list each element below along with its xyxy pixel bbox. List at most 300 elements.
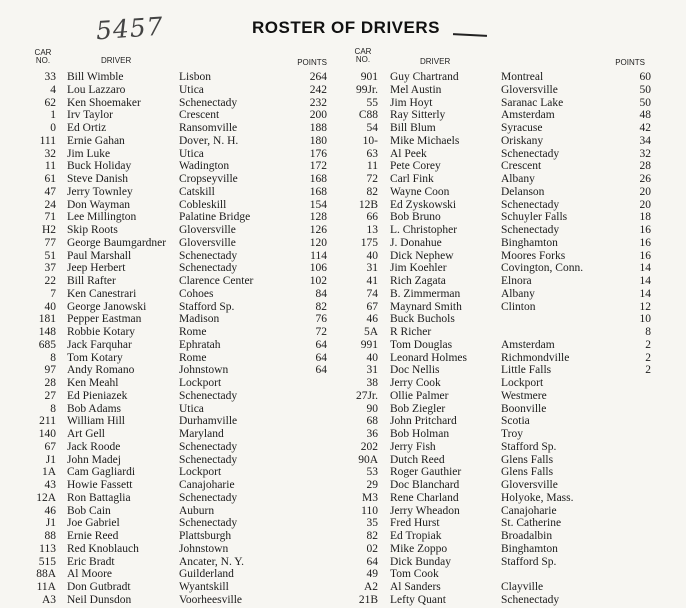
car-number: 27 xyxy=(44,389,56,402)
hometown: Troy xyxy=(501,428,523,440)
points-value: 120 xyxy=(309,236,327,249)
right-points-header: POINTS xyxy=(615,58,645,67)
points-value: 50 xyxy=(639,96,651,109)
points-value: 16 xyxy=(639,249,651,262)
car-number: 31 xyxy=(366,262,378,275)
car-number: 1 xyxy=(50,109,56,122)
points-value: 42 xyxy=(639,122,651,134)
hometown: Schenectady xyxy=(179,96,238,109)
driver-name: Tom Douglas xyxy=(390,338,453,351)
driver-name: Steve Danish xyxy=(67,173,129,185)
car-number: 49 xyxy=(366,568,378,581)
hometown: Utica xyxy=(179,83,204,96)
car-number: 64 xyxy=(366,555,378,568)
points-value: 50 xyxy=(639,83,651,96)
hometown: Ancater, N. Y. xyxy=(179,555,245,568)
points-value: 200 xyxy=(309,109,327,122)
hometown: Binghamton xyxy=(501,542,558,555)
car-number: 113 xyxy=(39,542,56,555)
hometown: Guilderland xyxy=(179,568,234,581)
car-number: 47 xyxy=(44,185,56,198)
car-number: 110 xyxy=(361,504,378,517)
hometown: Little Falls xyxy=(501,364,552,377)
points-value: 26 xyxy=(639,173,651,185)
hometown: Wyantskill xyxy=(179,581,229,593)
driver-name: Al Sanders xyxy=(390,581,441,593)
points-value: 60 xyxy=(639,71,651,83)
car-number: 74 xyxy=(366,287,378,300)
points-value: 102 xyxy=(309,275,327,287)
driver-name: Bill Rafter xyxy=(67,275,116,287)
car-number: 8 xyxy=(50,402,56,415)
handwritten-number: 5457 xyxy=(95,11,165,46)
hometown: Elnora xyxy=(501,275,532,287)
driver-name: George Baumgardner xyxy=(67,236,167,249)
hometown: Clarence Center xyxy=(179,275,254,287)
car-number: 51 xyxy=(44,249,56,262)
car-number: 43 xyxy=(44,479,56,491)
hometown: Albany xyxy=(501,173,535,185)
car-number: 35 xyxy=(366,517,378,530)
driver-name: Rich Zagata xyxy=(390,275,446,287)
driver-name: R Richer xyxy=(390,326,432,338)
driver-name: Art Gell xyxy=(67,428,106,440)
points-value: 14 xyxy=(639,275,651,287)
hometown: Gloversville xyxy=(501,479,558,491)
hometown: Utica xyxy=(179,147,204,160)
car-number: 5A xyxy=(363,326,378,338)
hometown: Albany xyxy=(501,287,535,300)
car-number: 02 xyxy=(366,542,378,555)
hometown: Rome xyxy=(179,326,207,338)
car-number: 62 xyxy=(44,96,56,109)
points-value: 232 xyxy=(309,96,327,109)
points-value: 28 xyxy=(639,160,651,173)
car-number: 55 xyxy=(366,96,378,109)
car-number: H2 xyxy=(41,224,56,236)
driver-name: Pete Corey xyxy=(390,160,441,173)
driver-name: Cam Gagliardi xyxy=(67,466,136,479)
hometown: Lockport xyxy=(501,377,544,389)
car-number: 53 xyxy=(366,466,378,479)
hometown: Schenectady xyxy=(501,198,560,211)
car-number: 11A xyxy=(36,581,56,593)
car-number: 99Jr. xyxy=(355,83,378,96)
car-number: 10- xyxy=(362,134,378,147)
hometown: Gloversville xyxy=(179,224,236,236)
car-number: 82 xyxy=(366,185,378,198)
driver-name: Jim Hoyt xyxy=(390,96,433,109)
driver-name: Ken Canestrari xyxy=(67,287,137,300)
hometown: Glens Falls xyxy=(501,466,554,479)
hometown: Schenectady xyxy=(179,453,238,466)
car-number: 67 xyxy=(366,300,378,313)
car-number: 8 xyxy=(50,351,56,364)
car-number: 46 xyxy=(44,504,56,517)
hometown: Amsterdam xyxy=(501,338,555,351)
driver-name: Mel Austin xyxy=(390,83,442,96)
driver-name: Jack Farquhar xyxy=(67,338,132,351)
car-number: 22 xyxy=(44,275,56,287)
points-value: 168 xyxy=(309,185,327,198)
driver-name: Robbie Kotary xyxy=(67,326,136,338)
car-number: 54 xyxy=(366,122,378,134)
points-value: 16 xyxy=(639,236,651,249)
hometown: Crescent xyxy=(179,109,220,122)
hometown: Schenectady xyxy=(501,224,560,236)
hometown: Johnstown xyxy=(179,364,229,377)
car-number: 1A xyxy=(41,466,56,479)
car-number: 211 xyxy=(39,415,56,428)
hometown: Wadington xyxy=(179,160,230,173)
points-value: 2 xyxy=(645,351,651,364)
points-value: 10 xyxy=(639,313,651,326)
driver-name: William Hill xyxy=(67,415,125,428)
hometown: Cobleskill xyxy=(179,198,227,211)
points-value: 14 xyxy=(639,287,651,300)
driver-name: Ed Tropiak xyxy=(390,530,442,542)
driver-name: Irv Taylor xyxy=(67,109,113,122)
driver-name: Paul Marshall xyxy=(67,249,132,262)
car-number: 68 xyxy=(366,415,378,428)
driver-name: Lou Lazzaro xyxy=(67,83,126,96)
page-title: ROSTER OF DRIVERS xyxy=(252,18,440,37)
car-number: 111 xyxy=(39,134,56,147)
driver-name: J. Donahue xyxy=(390,236,442,249)
hometown: Gloversville xyxy=(179,236,236,249)
car-number: A3 xyxy=(41,593,56,606)
car-number: 901 xyxy=(360,71,378,83)
car-number: 32 xyxy=(44,147,56,160)
points-value: 2 xyxy=(645,364,651,377)
driver-name: Guy Chartrand xyxy=(390,71,459,83)
car-number: 97 xyxy=(44,364,56,377)
car-number: 66 xyxy=(366,211,378,224)
driver-name: Jeep Herbert xyxy=(67,262,126,275)
driver-name: Al Moore xyxy=(67,568,113,581)
car-number: 72 xyxy=(366,173,378,185)
driver-name: Ollie Palmer xyxy=(390,389,449,402)
driver-name: Howie Fassett xyxy=(67,479,133,491)
car-number: J1 xyxy=(45,517,56,530)
driver-name: Don Wayman xyxy=(67,198,131,211)
driver-name: Ed Ortiz xyxy=(67,122,107,134)
points-value: 64 xyxy=(315,351,327,364)
driver-name: Ernie Reed xyxy=(67,530,119,542)
car-number: 7 xyxy=(50,287,56,300)
driver-name: Andy Romano xyxy=(67,364,135,377)
driver-name: B. Zimmerman xyxy=(390,287,461,300)
hometown: Rome xyxy=(179,351,207,364)
car-number: 61 xyxy=(44,173,56,185)
car-number: 63 xyxy=(366,147,378,160)
car-number: 140 xyxy=(38,428,56,440)
driver-name: Joe Gabriel xyxy=(67,517,120,530)
hometown: Covington, Conn. xyxy=(501,262,584,275)
driver-name: Bob Adams xyxy=(67,402,121,415)
title-underline-mark xyxy=(453,33,487,37)
right-car-header: CAR NO. xyxy=(354,47,372,64)
driver-name: Ernie Gahan xyxy=(67,134,125,147)
hometown: Schenectady xyxy=(179,517,238,530)
hometown: Delanson xyxy=(501,185,545,198)
driver-name: Lee Millington xyxy=(67,211,137,224)
driver-name: Doc Nellis xyxy=(390,364,440,377)
points-value: 8 xyxy=(645,326,651,338)
hometown: Oriskany xyxy=(501,134,544,147)
driver-name: Rene Charland xyxy=(390,491,459,504)
points-value: 176 xyxy=(309,147,327,160)
points-value: 84 xyxy=(315,287,327,300)
points-value: 180 xyxy=(309,134,327,147)
car-number: 202 xyxy=(360,440,378,453)
hometown: Schenectady xyxy=(501,593,560,606)
driver-name: Red Knoblauch xyxy=(67,542,139,555)
car-number: 40 xyxy=(366,249,378,262)
hometown: Saranac Lake xyxy=(501,96,564,109)
car-number: 515 xyxy=(38,555,56,568)
hometown: Ransomville xyxy=(179,122,238,134)
hometown: St. Catherine xyxy=(501,517,562,530)
driver-name: Ray Sitterly xyxy=(390,109,446,122)
hometown: Utica xyxy=(179,402,204,415)
points-value: 48 xyxy=(639,109,651,122)
hometown: Schenectady xyxy=(179,440,238,453)
points-value: 188 xyxy=(309,122,327,134)
car-number: 90 xyxy=(366,402,378,415)
points-value: 76 xyxy=(315,313,327,326)
hometown: Durhamville xyxy=(179,415,238,428)
driver-name: Jerry Fish xyxy=(390,440,436,453)
car-number: 148 xyxy=(38,326,56,338)
driver-name: John Pritchard xyxy=(390,415,457,428)
car-number: 12B xyxy=(358,198,378,211)
hometown: Schenectady xyxy=(179,262,238,275)
driver-name: Carl Fink xyxy=(390,173,434,185)
car-number: 71 xyxy=(44,211,56,224)
car-number: A2 xyxy=(363,581,378,593)
driver-name: Bill Wimble xyxy=(67,71,124,83)
driver-name: Leonard Holmes xyxy=(390,351,467,364)
hometown: Lockport xyxy=(179,377,222,389)
driver-name: Dick Nephew xyxy=(390,249,454,262)
car-number: M3 xyxy=(362,491,378,504)
car-number: 12A xyxy=(36,491,56,504)
hometown: Voorheesville xyxy=(179,593,243,606)
points-value: 16 xyxy=(639,224,651,236)
driver-name: Dick Bunday xyxy=(390,555,452,568)
car-number: 38 xyxy=(366,377,378,389)
driver-name: Bob Cain xyxy=(67,504,111,517)
hometown: Richmondville xyxy=(501,351,570,364)
car-number: 27Jr. xyxy=(355,389,378,402)
points-value: 172 xyxy=(309,160,327,173)
hometown: Crescent xyxy=(501,160,542,173)
points-value: 128 xyxy=(309,211,327,224)
driver-name: Jerry Townley xyxy=(67,185,133,198)
left-driver-header: DRIVER xyxy=(101,56,132,65)
driver-name: Mike Michaels xyxy=(390,134,460,147)
points-value: 242 xyxy=(309,83,327,96)
car-number: 24 xyxy=(44,198,56,211)
hometown: Binghamton xyxy=(501,236,558,249)
hometown: Schenectady xyxy=(179,249,238,262)
hometown: Johnstown xyxy=(179,542,229,555)
driver-name: Jack Roode xyxy=(67,440,121,453)
hometown: Amsterdam xyxy=(501,109,555,122)
driver-name: Wayne Coon xyxy=(390,185,450,198)
driver-name: Tom Cook xyxy=(390,568,439,581)
hometown: Dover, N. H. xyxy=(179,134,239,147)
hometown: Clayville xyxy=(501,581,544,593)
car-number: 31 xyxy=(366,364,378,377)
points-value: 168 xyxy=(309,173,327,185)
driver-name: Jerry Wheadon xyxy=(390,504,460,517)
hometown: Cropseyville xyxy=(179,173,238,185)
driver-name: L. Christopher xyxy=(390,224,458,236)
right-driver-header: DRIVER xyxy=(420,57,451,66)
driver-name: Ed Pieniazek xyxy=(67,389,128,402)
points-value: 12 xyxy=(639,300,651,313)
driver-name: Don Gutbradt xyxy=(67,581,131,593)
driver-name: George Janowski xyxy=(67,300,147,313)
hometown: Catskill xyxy=(179,185,215,198)
hometown: Maryland xyxy=(179,428,224,440)
driver-name: John Madej xyxy=(67,453,121,466)
car-number: 991 xyxy=(360,338,378,351)
driver-name: Bill Blum xyxy=(390,122,436,134)
driver-name: Fred Hurst xyxy=(390,517,440,530)
driver-name: Lefty Quant xyxy=(390,593,446,606)
driver-name: Mike Zoppo xyxy=(390,542,448,555)
driver-name: Skip Roots xyxy=(67,224,118,236)
driver-name: Ron Battaglia xyxy=(67,491,131,504)
hometown: Stafford Sp. xyxy=(179,300,235,313)
car-number: 88A xyxy=(36,568,56,581)
hometown: Montreal xyxy=(501,71,544,83)
left-car-header: CAR NO. xyxy=(34,48,52,65)
hometown: Scotia xyxy=(501,415,530,428)
points-value: 106 xyxy=(309,262,327,275)
car-number: 88 xyxy=(44,530,56,542)
car-number: J1 xyxy=(45,453,56,466)
car-number: 4 xyxy=(50,83,56,96)
points-value: 64 xyxy=(315,338,327,351)
hometown: Schenectady xyxy=(501,147,560,160)
points-value: 14 xyxy=(639,262,651,275)
points-value: 2 xyxy=(645,338,651,351)
driver-name: Ken Shoemaker xyxy=(67,96,141,109)
hometown: Schenectady xyxy=(179,389,238,402)
car-number: 40 xyxy=(366,351,378,364)
car-number: 21B xyxy=(358,593,378,606)
car-number: 685 xyxy=(38,338,56,351)
points-value: 20 xyxy=(639,198,651,211)
points-value: 32 xyxy=(639,147,651,160)
hometown: Glens Falls xyxy=(501,453,554,466)
car-number: 82 xyxy=(366,530,378,542)
points-value: 72 xyxy=(315,326,327,338)
hometown: Palatine Bridge xyxy=(179,211,251,224)
hometown: Canajoharie xyxy=(501,504,557,517)
driver-name: Buck Buchols xyxy=(390,313,455,326)
left-points-header: POINTS xyxy=(297,58,327,67)
car-number: 37 xyxy=(44,262,56,275)
driver-name: Roger Gauthier xyxy=(390,466,462,479)
hometown: Plattsburgh xyxy=(179,530,232,542)
car-number: 40 xyxy=(44,300,56,313)
hometown: Clinton xyxy=(501,300,536,313)
driver-name: Jim Luke xyxy=(67,147,111,160)
hometown: Lisbon xyxy=(179,71,211,83)
driver-name: Jim Koehler xyxy=(390,262,447,275)
hometown: Stafford Sp. xyxy=(501,555,557,568)
car-number: 0 xyxy=(50,122,56,134)
points-value: 264 xyxy=(309,71,327,83)
car-number: 11 xyxy=(44,160,56,173)
car-number: 181 xyxy=(38,313,56,326)
hometown: Boonville xyxy=(501,402,547,415)
hometown: Schenectady xyxy=(179,491,238,504)
hometown: Gloversville xyxy=(501,83,558,96)
driver-name: Jerry Cook xyxy=(390,377,441,389)
hometown: Holyoke, Mass. xyxy=(501,491,574,504)
hometown: Moores Forks xyxy=(501,249,566,262)
hometown: Westmere xyxy=(501,389,547,402)
hometown: Stafford Sp. xyxy=(501,440,557,453)
car-number: 28 xyxy=(44,377,56,389)
car-number: 46 xyxy=(366,313,378,326)
points-value: 20 xyxy=(639,185,651,198)
car-number: 90A xyxy=(358,453,378,466)
hometown: Syracuse xyxy=(501,122,543,134)
hometown: Cohoes xyxy=(179,287,214,300)
car-number: 33 xyxy=(44,71,56,83)
hometown: Canajoharie xyxy=(179,479,235,491)
driver-name: Doc Blanchard xyxy=(390,479,460,491)
driver-name: Ed Zyskowski xyxy=(390,198,457,211)
driver-name: Dutch Reed xyxy=(390,453,445,466)
car-number: 13 xyxy=(366,224,378,236)
points-value: 34 xyxy=(639,134,651,147)
hometown: Auburn xyxy=(179,504,215,517)
car-number: 77 xyxy=(44,236,56,249)
car-number: 175 xyxy=(360,236,378,249)
points-value: 18 xyxy=(639,211,651,224)
car-number: 41 xyxy=(366,275,378,287)
driver-name: Ken Meahl xyxy=(67,377,119,389)
driver-name: Buck Holiday xyxy=(67,160,132,173)
car-number: C88 xyxy=(358,109,378,122)
points-value: 154 xyxy=(309,198,327,211)
driver-name: Bob Holman xyxy=(390,428,450,440)
car-number: 11 xyxy=(366,160,378,173)
points-value: 64 xyxy=(315,364,327,377)
driver-name: Neil Dunsdon xyxy=(67,593,132,606)
points-value: 82 xyxy=(315,300,327,313)
hometown: Lockport xyxy=(179,466,222,479)
car-number: 29 xyxy=(366,479,378,491)
hometown: Broadalbin xyxy=(501,530,553,542)
car-number: 36 xyxy=(366,428,378,440)
hometown: Ephratah xyxy=(179,338,221,351)
hometown: Schuyler Falls xyxy=(501,211,568,224)
driver-name: Eric Bradt xyxy=(67,555,115,568)
points-value: 126 xyxy=(309,224,327,236)
points-value: 114 xyxy=(310,249,327,262)
driver-name: Pepper Eastman xyxy=(67,313,142,326)
car-number: 67 xyxy=(44,440,56,453)
